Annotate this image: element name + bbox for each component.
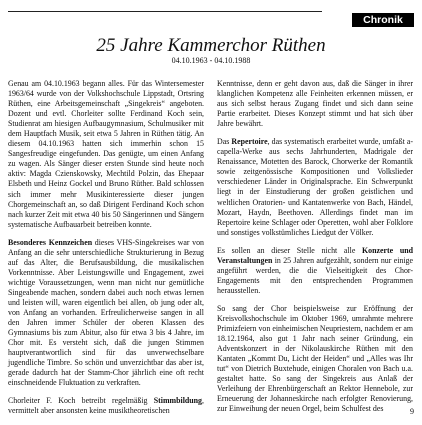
- paragraph-text: Es sollen an dieser Stelle nicht alle: [217, 245, 363, 255]
- paragraph-text: Das: [217, 137, 232, 147]
- page-number: 9: [410, 407, 414, 416]
- bold-term: Stimmbildung: [153, 396, 203, 406]
- paragraph: Kenntnisse, denn er geht davon aus, daß die Sänger in ihrer klanglichen Kompetenz alle Feinheiten erkennen müssen, er aus sich selbst heraus Zugang findet und sich dann seine Partie erarbeitet. Dieses Konzept stimmt und hat sich über Jahre bewährt.: [217, 79, 413, 129]
- paragraph: [217, 246, 413, 296]
- article-dates: 04.10.1963 - 04.10.1988: [171, 56, 251, 65]
- paragraph: [217, 137, 413, 237]
- header-rule: [8, 11, 322, 12]
- bold-lead: Besonderes Kennzeichen: [8, 237, 93, 247]
- right-column: [217, 79, 413, 422]
- paragraph-text: dieses VHS-Singekreises war von Anfang an die sehr unterschiedliche Strukturierung in Bezug auf das Alter, die Berufsausbildung, die musikalischen Vorkenntnisse. Aber Leistungswille und Engagement, zwei wichtige Voraussetzungen, wenn man nicht nur gemütliche Singeabende machen, sondern dabei auch noch etwas lernen und leisten will, waren eigentlich bei allen, ob jung oder alt, von Anfang an vorhanden. Erfreulicherweise sangen in all den Jahren immer Schüler der oberen Klassen des Gymnasiums bis zum Abitur, also für etwa 3 bis 4 Jahre, im Chor mit. Es versteht sich, daß die jungen Stimmen hauptverantwortlich sind für das unverwechselbare jugendliche Timbre. So schön und unverzichtbar das aber ist, gerade dadurch hat der Stamm-Chor jährlich eine oft recht einschneidende Fluktuation zu verkraften.: [8, 237, 204, 388]
- paragraph-text: , das systematisch erarbeitet wurde, umfaßt a-capella-Werke aus sechs Jahrhunderten, Madrigale der Renaissance, Motetten des Barock, Chorwerke der Romantik sowie zeitgenössische Kompositionen und Volkslieder verschiedener Länder in Originalsprache. Ein Schwerpunkt liegt in der Einstudierung der großen geistlichen und weltlichen Oratorien- und Kantatenwerke von Bach, Händel, Mozart, Haydn, Beethoven. Allerdings findet man im Repertoire keine Schlager oder Operetten, wohl aber Folklore und sonstiges volkstümliches Liedgut der Völker.: [217, 137, 413, 237]
- paragraph-text: in 25 Jahren aufgezählt, sondern nur einige angeführt werden, die die Vielseitigkeit des Chor-Engagements mit den entsprechenden Programmen herausstellen.: [217, 255, 413, 295]
- article-title: 25 Jahre Kammerchor Rüthen: [96, 35, 326, 56]
- paragraph: [8, 238, 204, 389]
- paragraph-text: , vermittelt aber ansonsten keine musiktheoretischen: [8, 396, 204, 416]
- paragraph: Genau am 04.10.1963 begann alles. Für das Wintersemester 1963/64 wurde von der Volkshochschule Lippstadt, Ortsring Rüthen, eine Arbeitsgemeinschaft „Singekreis“ angeboten. Dozent und evtl. Chorleiter sollte Ferdinand Koch sein, Studienrat am hiesigen Aufbaugymnasium, Schulmusiker mit dem Hauptfach Musik, seit etwa 5 Jahren in Rüthen tätig. An diesem 04.10.1963 hatten sich immerhin schon 15 Sangesfreudige eingefunden. Das genügte, um einen Anfang zu wagen. Als Sänger dieser ersten Stunde sind heute noch aktiv: Magda Czienskowsky, Mechtild Polzin, das Ehepaar Elsbeth und Heinz Gockel und Bruno Rüther. Bald schlossen sich immer mehr Musikinteressierte dieser jungen Chorgemeinschaft an, so daß Dirigent Ferdinand Koch schon nach kurzer Zeit mit etwa 40 bis 50 Sängerinnen und Sängern systematische Aufbauarbeit betreiben konnte.: [8, 79, 204, 229]
- paragraph: [8, 396, 204, 416]
- paragraph-text: Chorleiter F. Koch betreibt regelmäßig: [8, 396, 154, 406]
- left-column: [8, 79, 204, 425]
- section-tag: Chronik 1988: [352, 13, 414, 27]
- bold-term: Konzerte und Veranstaltungen: [217, 245, 413, 265]
- page-header: [0, 0, 422, 40]
- bold-term: Repertoire: [231, 137, 268, 147]
- paragraph: So sang der Chor beispielsweise zur Eröffnung der Kreisvolkshochschule im Oktober 1969, umrahmte mehrere Primizfeiern von einheimischen Neupriestern, nachdem er am 18.12.1964, also gut 1 Jahr nach seiner Gründung, ein Adventskonzert in der Nikolauskirche Rüthen mit den Kantaten „Kommt Du, Licht der Heiden“ und „Alles was Ihr tut“ von Dietrich Buxtehude, einigen Choralen von Bach u.a. gestaltet hatte. So sang der Singekreis aus Anlaß der Verleihung der Ehrenbürgerschaft an Rektor Hennebole, zur Erneuerung der Johanneskirche nach erfolgter Renovierung, zur Einweihung der neuen Orgel, beim Schulfest des: [217, 303, 413, 414]
